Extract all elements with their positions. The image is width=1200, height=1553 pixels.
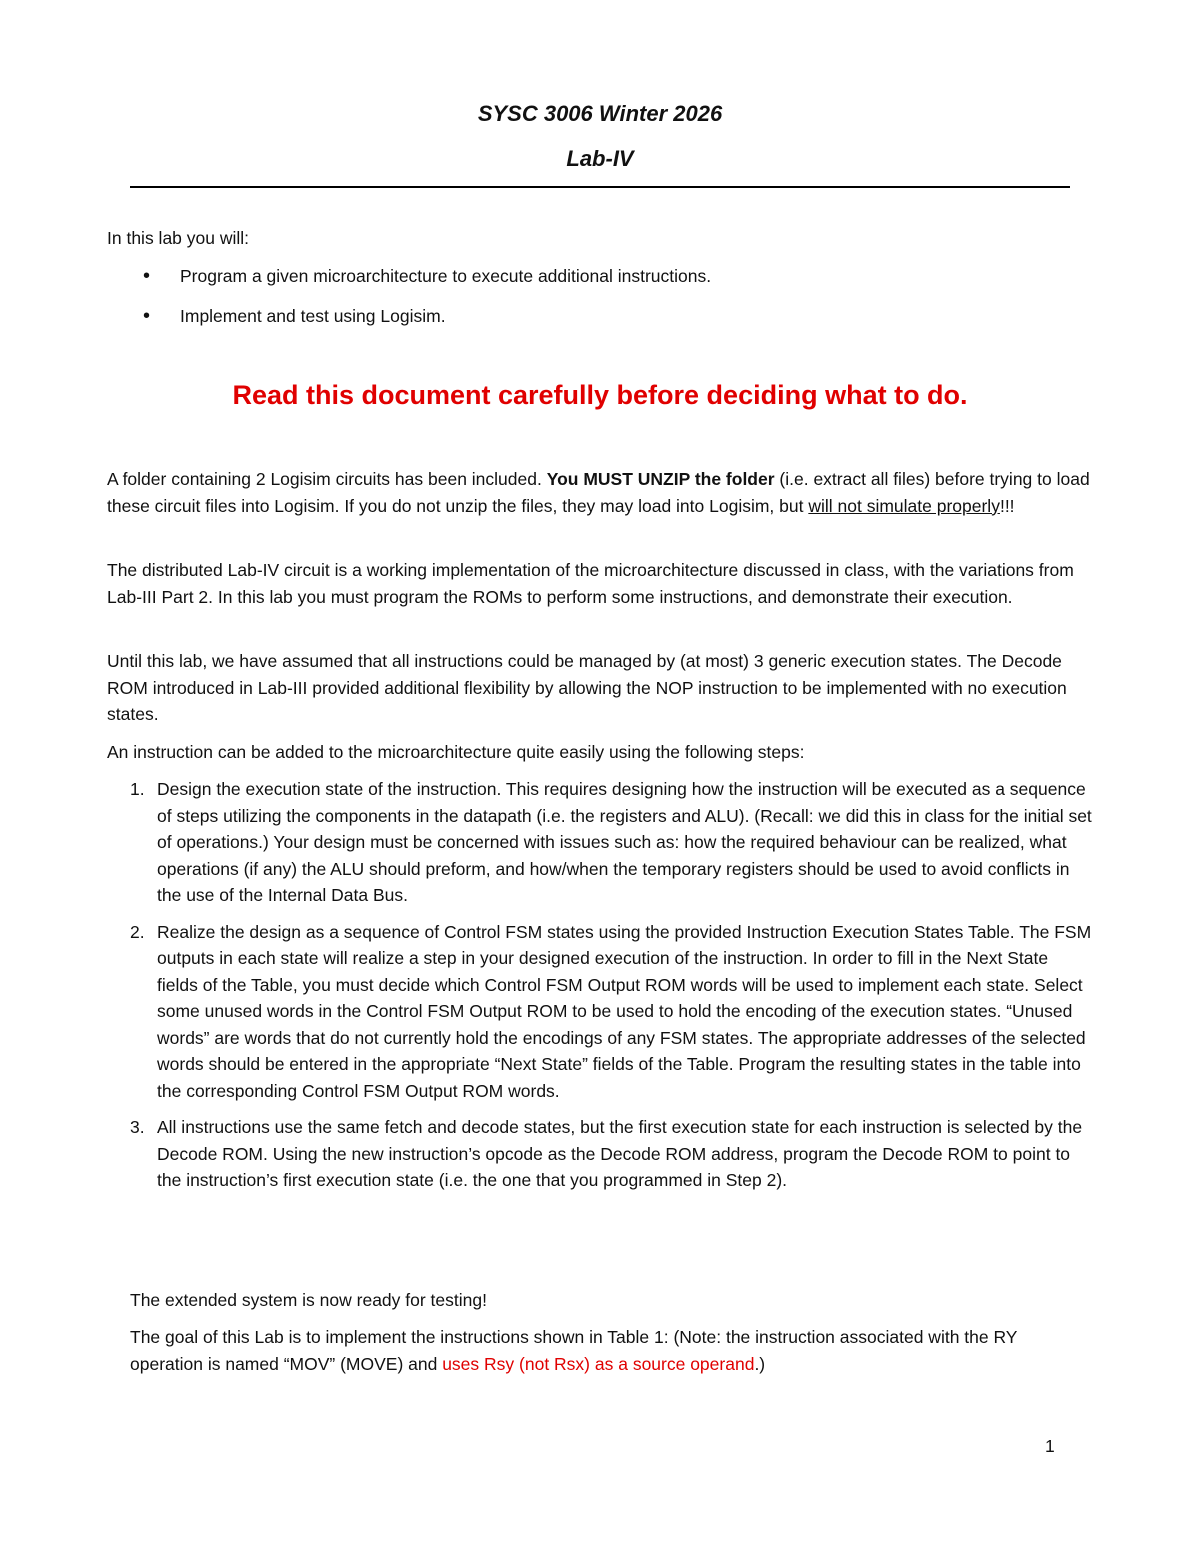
underlined-run: will not simulate properly — [808, 495, 1000, 516]
step-text: Design the execution state of the instruction. This requires designing how the instruction will be executed as a sequence of steps utilizing the components in the datapath (i.e. the registers and ALU). (Recall: we did this in class for the initial set of operations.) Your design must be concerned with issues such as: how the required behaviour can be realized, what operations (if any) the ALU should preform, and how/when the temporary registers should be used to avoid conflicts in the use of the Internal Data Bus. — [157, 779, 1092, 905]
goal-paragraph — [130, 1324, 1092, 1377]
steps-intro-paragraph: An instruction can be added to the microarchitecture quite easily using the following steps: — [107, 742, 805, 762]
step-text: Realize the design as a sequence of Control FSM states using the provided Instruction Execution States Table. The FSM outputs in each state will realize a step in your designed execution of the instruction. In order to fill in the Next State fields of the Table, you must decide which Control FSM Output ROM words will be used to implement each state. Select some unused words in the Control FSM Output ROM to be used to hold the encoding of the execution states. “Unused words” are words that do not currently hold the encodings of any FSM states. The appropriate addresses of the selected words should be entered in the appropriate “Next State” fields of the Table. Program the resulting states in the table into the corresponding Control FSM Output ROM words. — [157, 921, 1092, 1101]
step-item — [130, 1114, 1092, 1194]
bullet-item: • Implement and test using Logisim. — [107, 303, 711, 343]
circuit-paragraph: The distributed Lab-IV circuit is a working implementation of the microarchitecture discussed in class, with the variations from Lab-III Part 2. In this lab you must program the ROMs to perform some instructions, and demonstrate their execution. — [107, 560, 1074, 607]
step-text: All instructions use the same fetch and decode states, but the first execution state for each instruction is selected by the Decode ROM. Using the new instruction’s opcode as the Decode ROM address, program the Decode ROM to point to the instruction’s first execution state (i.e. the one that you programmed in Step 2). — [157, 1117, 1083, 1190]
execution-states-paragraph: Until this lab, we have assumed that all instructions could be managed by (at most) 3 generic execution states. The Decode ROM introduced in Lab-III provided additional flexibility by allowing the NOP instruction to be implemented with no execution states. — [107, 651, 1067, 724]
text-run: A folder containing 2 Logisim circuits has been included. — [107, 469, 547, 489]
intro-bullet-list — [107, 263, 711, 343]
step-item — [130, 776, 1092, 909]
text-run: The goal of this Lab is to implement the instructions shown in Table 1: (Note: the instruction associated with the RY operation is named “MOV” (MOVE) and — [130, 1327, 1018, 1374]
text-run: !!! — [999, 495, 1015, 516]
step-number: 2. — [130, 921, 145, 942]
course-title: SYSC 3006 Winter 2026 — [477, 101, 723, 126]
steps-list — [130, 776, 1092, 1204]
page-number: 1 — [1045, 1436, 1055, 1456]
bullet-item: • Program a given microarchitecture to execute additional instructions. — [107, 263, 711, 303]
intro-lead: In this lab you will: — [107, 228, 250, 248]
ready-paragraph: The extended system is now ready for testing! — [130, 1290, 487, 1310]
step-number: 3. — [130, 1117, 145, 1137]
lab-title: Lab-IV — [566, 146, 634, 171]
step-item — [130, 919, 1092, 1105]
title-rule — [130, 186, 1070, 188]
warning-heading: Read this document carefully before deciding what to do. — [232, 380, 968, 410]
bold-run: You MUST UNZIP the folder — [546, 469, 775, 489]
text-run: (i.e. extract all files) before trying to load these circuit files into Logisim. If you do not unzip the files, they may load into Logisim, but — [107, 469, 1090, 516]
step-number: 1. — [130, 779, 145, 799]
text-run: .) — [754, 1353, 766, 1374]
red-run: uses Rsy (not Rsx) as a source operand — [442, 1353, 755, 1374]
unzip-paragraph — [107, 466, 1092, 519]
